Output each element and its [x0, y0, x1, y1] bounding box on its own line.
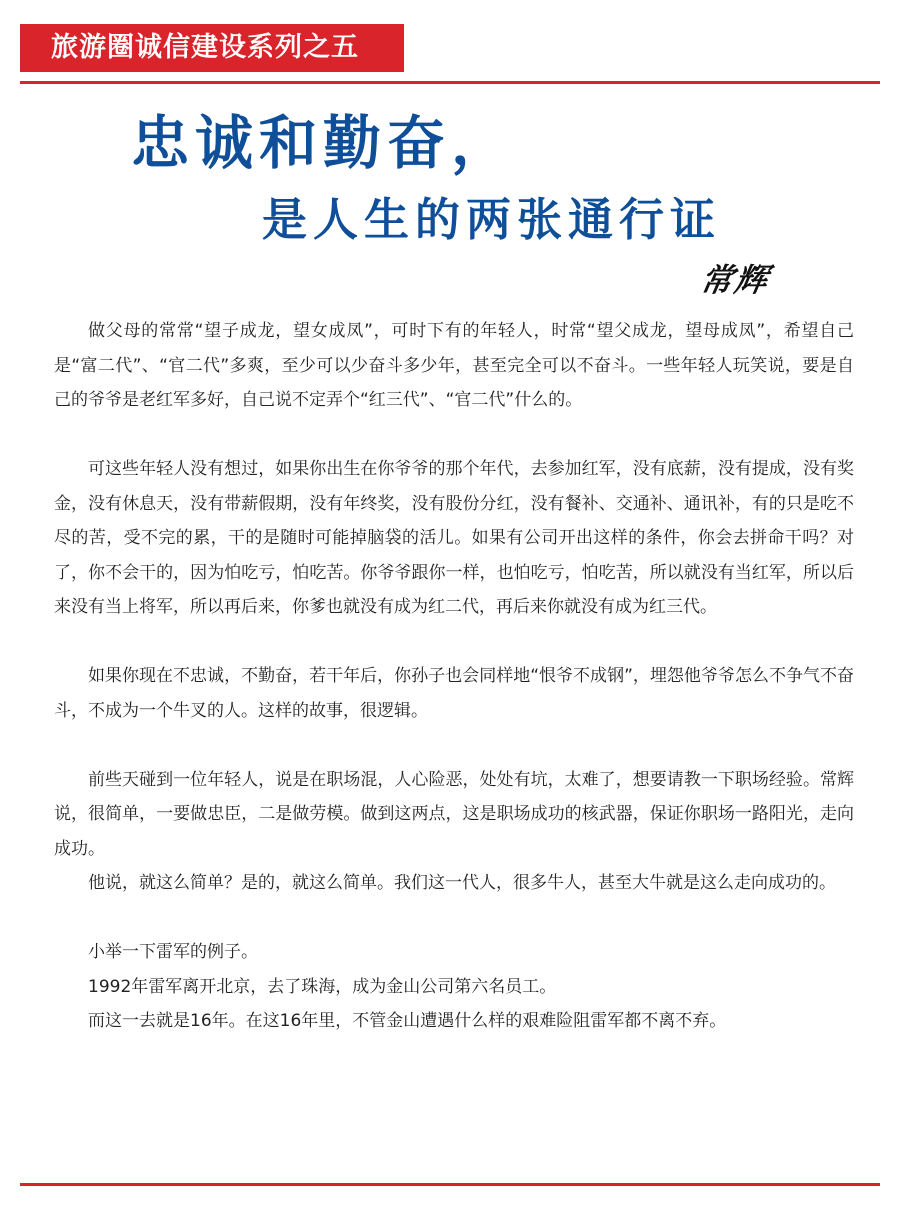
- article-title-line-2: 是人生的两张通行证: [262, 193, 722, 246]
- bottom-divider: [20, 1183, 880, 1186]
- paragraph: 可这些年轻人没有想过，如果你出生在你爷爷的那个年代，去参加红军，没有底薪，没有提成，没有奖金，没有休息天，没有带薪假期，没有年终奖，没有股份分红，没有餐补、交通补、通讯补，有的只是吃不尽的苦，受不完的累，干的是随时可能掉脑袋的活儿。如果有公司开出这样的条件，你会去拼命干吗？对了，你不会干的，因为怕吃亏，怕吃苦。你爷爷跟你一样，也怕吃亏，怕吃苦，所以就没有当红军，所以后来没有当上将军，所以再后来，你爹也就没有成为红二代，再后来你就没有成为红三代。: [54, 459, 854, 617]
- paragraph: 而这一去就是16年。在这16年里，不管金山遭遇什么样的艰难险阻雷军都不离不弃。: [88, 1011, 727, 1031]
- top-divider: [20, 81, 880, 84]
- article-title-line-1: 忠诚和勤奋，: [131, 109, 516, 177]
- author-signature: 常辉: [697, 261, 773, 299]
- paragraph: 小举一下雷军的例子。: [88, 942, 258, 962]
- paragraph: 做父母的常常“望子成龙，望女成凤”，可时下有的年轻人，时常“望父成龙，望母成凤”，希望自己是“富二代”、“官二代”多爽，至少可以少奋斗多少年，甚至完全可以不奋斗。一些年轻人玩笑说，要是自己的爷爷是老红军多好，自己说不定弄个“红三代”、“官二代”什么的。: [54, 321, 854, 410]
- series-banner: 旅游圈诚信建设系列之五: [20, 24, 404, 72]
- article-body: [54, 314, 854, 1039]
- paragraph: 他说，就这么简单？是的，就这么简单。我们这一代人，很多牛人，甚至大牛就是这么走向成功的。: [88, 873, 836, 893]
- paragraph: 1992年雷军离开北京，去了珠海，成为金山公司第六名员工。: [88, 976, 557, 997]
- paragraph: 前些天碰到一位年轻人，说是在职场混，人心险恶，处处有坑，太难了，想要请教一下职场经验。常辉说，很简单，一要做忠臣，二是做劳模。做到这两点，这是职场成功的核武器，保证你职场一路阳光，走向成功。: [54, 769, 854, 859]
- paragraph: 如果你现在不忠诚，不勤奋，若干年后，你孙子也会同样地“恨爷不成钢”，埋怨他爷爷怎么不争气不奋斗，不成为一个牛叉的人。这样的故事，很逻辑。: [54, 666, 854, 721]
